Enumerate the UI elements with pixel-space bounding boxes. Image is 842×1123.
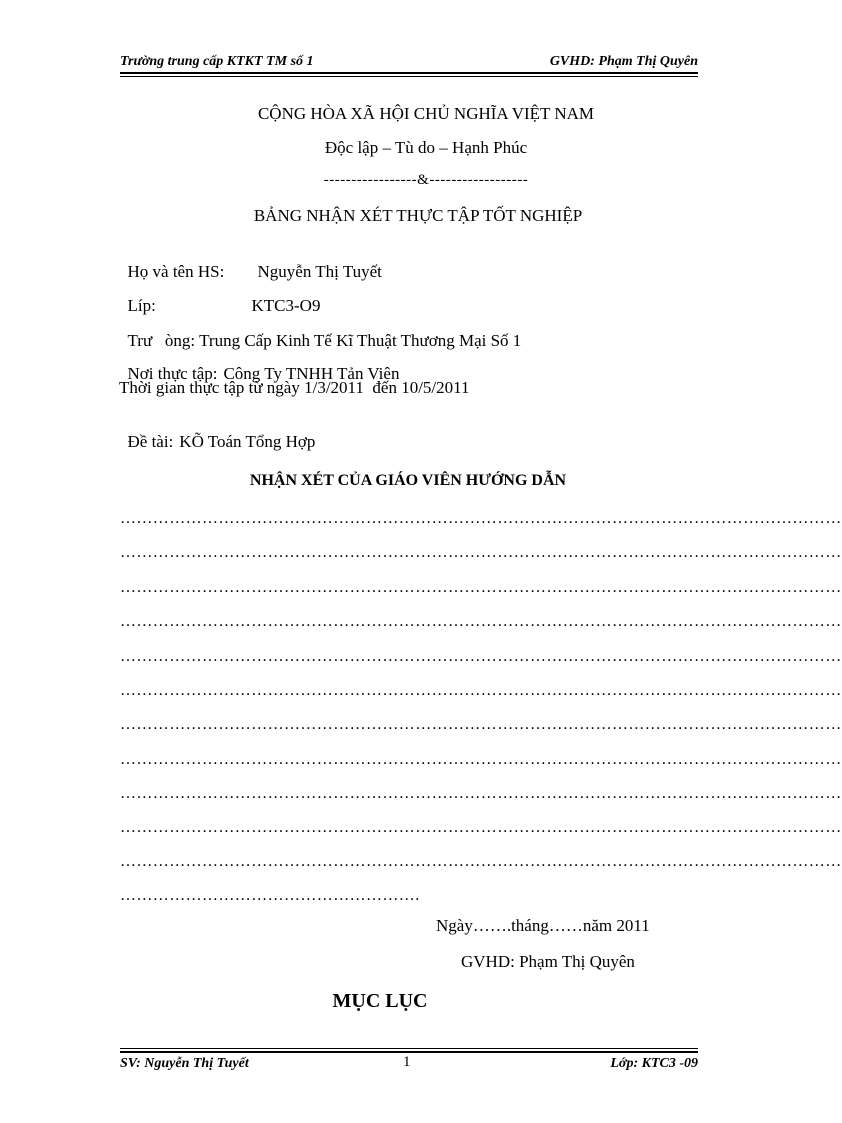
student-name-label: Họ và tên HS: [127,262,225,281]
header-rule-thick [120,72,698,74]
document-title: BẢNG NHẬN XÉT THỰC TẬP TỐT NGHIỆP [253,206,583,225]
footer-rule-thin [120,1048,698,1049]
comment-line: …………………………………………………………………………………………………………………… [120,579,842,596]
national-motto: Độc lập – Tù do – Hạnh Phúc [324,138,528,157]
page-number: 1 [403,1054,411,1070]
class-value: KTC3-O9 [251,296,321,315]
page-header [120,52,698,74]
page-footer [120,1048,698,1072]
comment-line: …………………………………………………………………………………………………………………… [120,751,842,768]
footer-student: SV: Nguyễn Thị Tuyết [120,1056,249,1071]
signature-date: Ngày…….tháng……năm 2011 [436,916,650,935]
internship-place-value: Công Ty TNHH Tản Viên [223,364,400,383]
school-label: Trư òng: [127,331,196,350]
comment-line: …………………………………………………………………………………………………………………… [120,544,842,561]
table-of-contents-heading: MỤC LỤC [332,990,428,1012]
class-label: Líp: [127,296,156,315]
internship-period: Thời gian thực tập từ ngày 1/3/2011 đến 10/5/2011 [119,378,470,397]
comment-line: …………………………………………………………………………………………………………………… [120,819,842,836]
topic-label: Đề tài: [127,432,174,451]
footer-rule-thick [120,1051,698,1053]
comment-line: …………………………………………………………………………………………………………………… [120,716,842,733]
comment-line: …………………………………………………………………………………………………………………… [120,510,842,527]
comment-line: …………………………………………………………………………………………………………………… [120,613,842,630]
footer-class: Lớp: KTC3 -09 [610,1056,698,1071]
header-instructor: GVHD: Phạm Thị Quyên [549,54,698,69]
class-row [119,276,320,316]
header-school: Trường trung cấp KTKT TM số 1 [120,54,314,69]
national-title: CỘNG HÒA XÃ HỘI CHỦ NGHĨA VIỆT NAM [257,104,595,123]
topic-value: KÕ Toán Tổng Hợp [179,432,316,451]
topic-row [119,412,315,452]
comment-line: …………………………………………………………………………………………………………………… [120,648,842,665]
student-name-value: Nguyễn Thị Tuyết [257,262,382,281]
signature-name: GVHD: Phạm Thị Quyên [461,952,635,971]
separator: -----------------&------------------ [323,172,529,188]
comment-line: …………………………………………………………………………………………………………………… [120,785,842,802]
school-value: Trung Cấp Kinh Tế Kĩ Thuật Thương Mại Số 1 [199,331,522,350]
evaluation-heading: NHẬN XÉT CỦA GIÁO VIÊN HƯỚNG DẪN [249,472,567,489]
internship-place-label: Nơi thực tập: [127,364,218,383]
comment-line: …………………………………………………………………………………………………………………… [120,682,842,699]
comment-line-last: ………………………………………………. [120,887,420,904]
header-rule-thin [120,76,698,77]
comment-line: …………………………………………………………………………………………………………………… [120,853,842,870]
